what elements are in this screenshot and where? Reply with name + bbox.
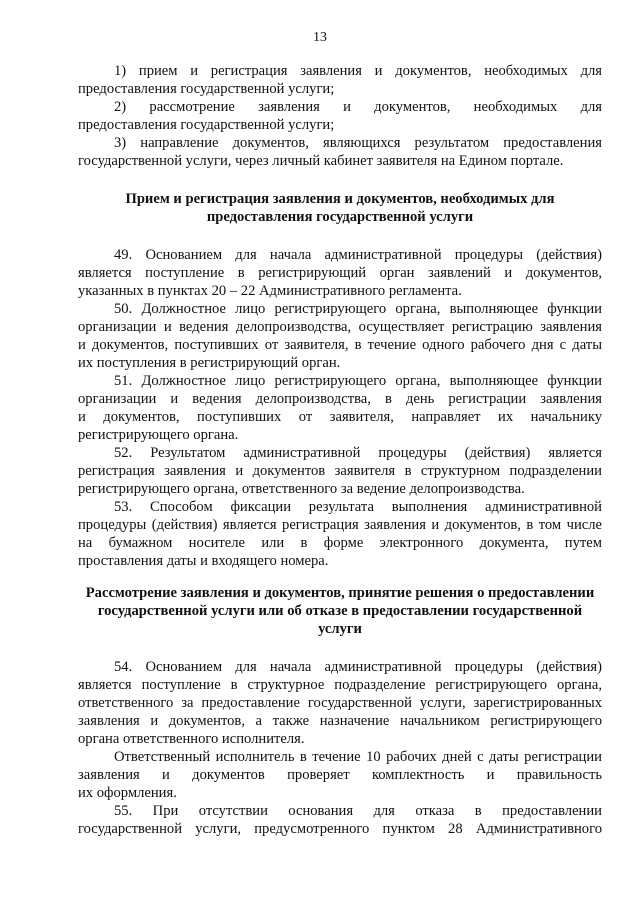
text-line: организации и ведения делопроизводства, в день регистрации заявления (78, 391, 602, 407)
section-heading-line: государственной услуги или об отказе в предоставлении государственной (97, 603, 583, 619)
text-line: организации и ведения делопроизводства, осуществляет регистрацию заявления (78, 319, 602, 335)
text-line: и документов, поступивших от заявителя, направляет их начальнику (78, 409, 602, 425)
text-line: 3) направление документов, являющихся результатом предоставления (114, 135, 602, 151)
text-line: предоставления государственной услуги; (78, 117, 335, 133)
text-line: на бумажном носителе или в форме электронного документа, путем (78, 535, 602, 551)
text-line: указанных в пунктах 20 – 22 Административного регламента. (78, 283, 462, 299)
section-heading-line: предоставления государственной услуги (206, 209, 474, 225)
text-line: ответственного за предоставление государственной услуги, зарегистрированных (78, 695, 602, 711)
text-line: является поступление в регистрирующий орган заявлений и документов, (78, 265, 602, 281)
text-line: 1) прием и регистрация заявления и документов, необходимых для (114, 63, 602, 79)
text-line: 53. Способом фиксации результата выполнения административной (114, 499, 602, 515)
text-line: заявления и документов, а также назначение начальником регистрирующего (78, 713, 602, 729)
text-line: является поступление в структурное подразделение регистрирующего органа, (78, 677, 602, 693)
page-number: 13 (313, 30, 327, 45)
text-line: регистрирующего органа. (78, 427, 239, 443)
text-line: предоставления государственной услуги; (78, 81, 335, 97)
text-line: регистрирующего органа, ответственного за ведение делопроизводства. (78, 481, 525, 497)
text-line: органа ответственного исполнителя. (78, 731, 305, 747)
section-heading-line: Рассмотрение заявления и документов, принятие решения о предоставлении (85, 585, 595, 601)
text-line: их поступления в регистрирующий орган. (78, 355, 341, 371)
text-line: заявления и документов проверяет комплектность и правильность (78, 767, 602, 783)
text-line: 52. Результатом административной процедуры (действия) является (114, 445, 602, 461)
text-line: 50. Должностное лицо регистрирующего органа, выполняющее функции (114, 301, 602, 317)
text-line: 54. Основанием для начала административной процедуры (действия) (114, 659, 602, 675)
text-line: 2) рассмотрение заявления и документов, необходимых для (114, 99, 602, 115)
text-line: 55. При отсутствии основания для отказа в предоставлении (114, 803, 602, 819)
section-heading-line: Прием и регистрация заявления и документов, необходимых для (125, 191, 555, 207)
text-line: и документов, поступивших от заявителя, в течение одного рабочего дня с даты (78, 337, 602, 353)
section-heading-line: услуги (318, 621, 362, 637)
text-line: Ответственный исполнитель в течение 10 рабочих дней с даты регистрации (114, 749, 602, 765)
text-line: государственной услуги, предусмотренного пунктом 28 Административного (78, 821, 602, 837)
text-line: регистрация заявления и документов заявителя в структурном подразделении (78, 463, 602, 479)
text-line: их оформления. (78, 785, 177, 801)
text-line: 51. Должностное лицо регистрирующего органа, выполняющее функции (114, 373, 602, 389)
text-line: 49. Основанием для начала административной процедуры (действия) (114, 247, 602, 263)
text-line: процедуры (действия) является регистрация заявления и документов, в том числе (78, 517, 602, 533)
text-line: проставления даты и входящего номера. (78, 553, 329, 569)
text-line: государственной услуги, через личный кабинет заявителя на Едином портале. (78, 153, 564, 169)
